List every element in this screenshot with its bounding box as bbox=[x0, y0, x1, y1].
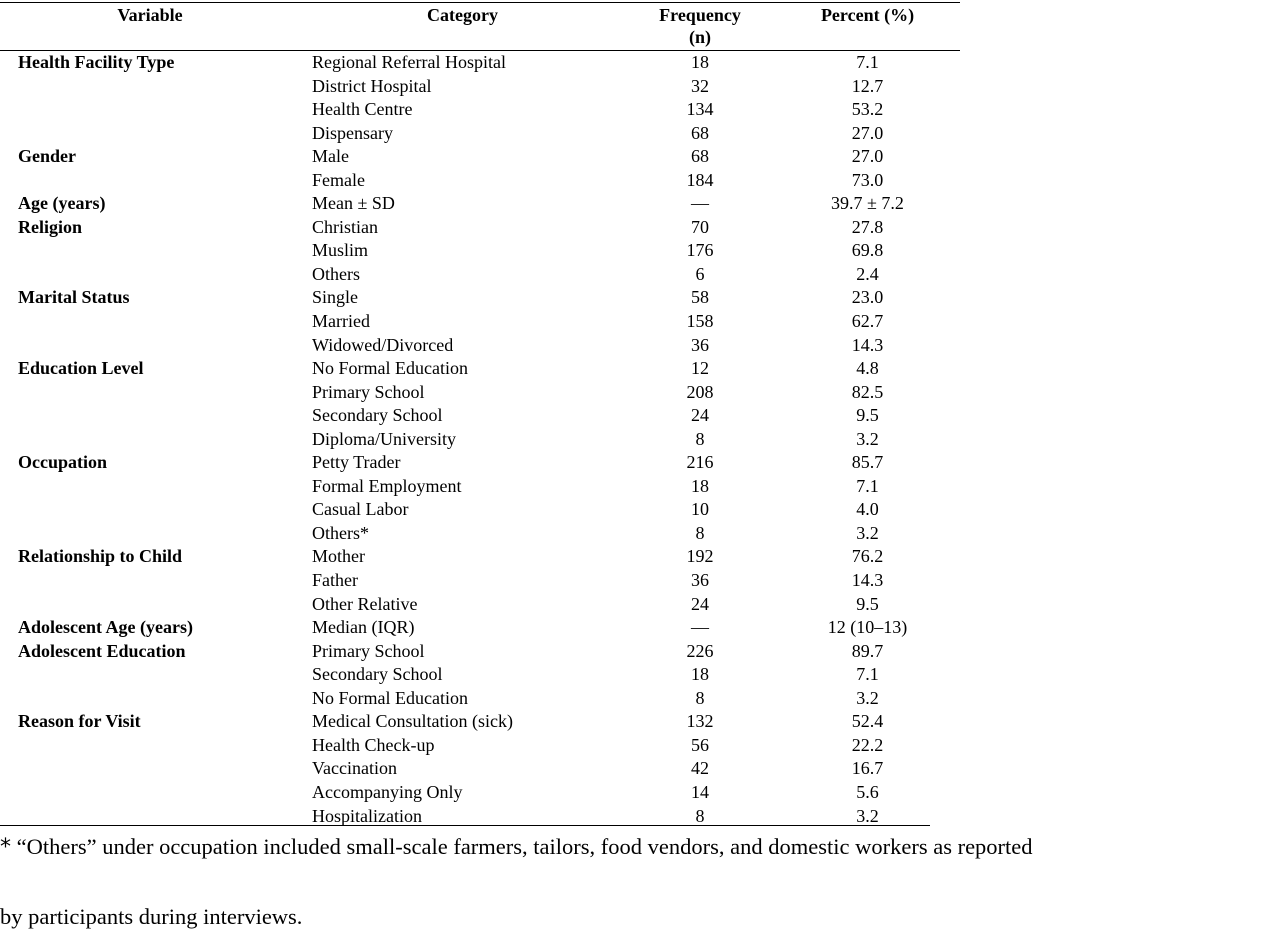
category-cell: Primary School bbox=[312, 640, 425, 661]
category-cell: Median (IQR) bbox=[312, 617, 415, 638]
frequency-cell: 68 bbox=[691, 146, 709, 167]
frequency-cell: 8 bbox=[695, 522, 705, 543]
variable-cell: Adolescent Education bbox=[18, 640, 186, 661]
table-row bbox=[0, 216, 960, 240]
category-cell: Diploma/University bbox=[312, 428, 456, 449]
table-row bbox=[0, 640, 960, 664]
percent-cell: 7.1 bbox=[856, 52, 879, 72]
variable-cell: Marital Status bbox=[18, 287, 130, 308]
footnote-line-2: by participants during interviews. bbox=[0, 904, 303, 929]
frequency-cell: 68 bbox=[691, 122, 709, 143]
percent-cell: 3.2 bbox=[856, 428, 879, 449]
variable-cell: Gender bbox=[18, 146, 76, 167]
frequency-cell: 208 bbox=[686, 381, 714, 402]
table-row bbox=[0, 710, 960, 734]
percent-cell: 5.6 bbox=[856, 781, 879, 802]
category-cell: Other Relative bbox=[312, 593, 418, 614]
frequency-cell: 184 bbox=[686, 169, 714, 190]
frequency-cell: 10 bbox=[691, 499, 709, 520]
table-row bbox=[0, 381, 960, 405]
category-cell: No Formal Education bbox=[312, 687, 468, 708]
variable-cell: Reason for Visit bbox=[18, 711, 141, 732]
percent-cell: 3.2 bbox=[856, 522, 879, 543]
percent-cell: 7.1 bbox=[856, 664, 879, 685]
category-cell: Mean ± SD bbox=[312, 193, 395, 214]
category-cell: Mother bbox=[312, 546, 365, 567]
percent-cell: 39.7 ± 7.2 bbox=[831, 193, 904, 214]
category-cell: Male bbox=[312, 146, 349, 167]
frequency-cell: — bbox=[691, 617, 709, 638]
category-cell: Formal Employment bbox=[312, 475, 462, 496]
table-row bbox=[0, 75, 960, 99]
table-row bbox=[0, 98, 960, 122]
percent-cell: 4.8 bbox=[856, 358, 879, 379]
category-cell: Muslim bbox=[312, 240, 369, 261]
table-row bbox=[0, 428, 960, 452]
frequency-cell: 56 bbox=[691, 734, 709, 755]
frequency-cell: 8 bbox=[695, 687, 705, 708]
category-cell: Female bbox=[312, 169, 365, 190]
table-bottom-rule bbox=[0, 825, 930, 826]
header-category: Category bbox=[427, 5, 498, 25]
frequency-cell: 36 bbox=[691, 334, 709, 355]
frequency-cell: 18 bbox=[691, 475, 709, 496]
table-row bbox=[0, 122, 960, 146]
frequency-cell: — bbox=[691, 193, 709, 214]
table-row bbox=[0, 239, 960, 263]
frequency-cell: 8 bbox=[695, 428, 705, 449]
percent-cell: 4.0 bbox=[856, 499, 879, 520]
table-body bbox=[0, 51, 960, 828]
category-cell: Secondary School bbox=[312, 405, 443, 426]
percent-cell: 27.0 bbox=[851, 122, 884, 143]
frequency-cell: 24 bbox=[691, 593, 709, 614]
table-row bbox=[0, 451, 960, 475]
table-row bbox=[0, 145, 960, 169]
variable-cell: Adolescent Age (years) bbox=[18, 617, 193, 638]
percent-cell: 7.1 bbox=[856, 475, 879, 496]
table-row bbox=[0, 757, 960, 781]
category-cell: Petty Trader bbox=[312, 452, 401, 473]
frequency-cell: 36 bbox=[691, 570, 709, 591]
frequency-cell: 158 bbox=[686, 311, 714, 332]
percent-cell: 3.2 bbox=[856, 805, 879, 826]
table-row bbox=[0, 475, 960, 499]
category-cell: Vaccination bbox=[312, 758, 397, 779]
category-cell: Others bbox=[312, 263, 360, 284]
frequency-cell: 42 bbox=[691, 758, 709, 779]
table-top-rule bbox=[0, 2, 960, 3]
table-row bbox=[0, 569, 960, 593]
percent-cell: 9.5 bbox=[856, 405, 879, 426]
frequency-cell: 32 bbox=[691, 75, 709, 96]
table-row bbox=[0, 616, 960, 640]
category-cell: Accompanying Only bbox=[312, 781, 463, 802]
frequency-cell: 226 bbox=[686, 640, 714, 661]
frequency-cell: 6 bbox=[695, 263, 705, 284]
category-cell: Father bbox=[312, 570, 358, 591]
category-cell: Health Centre bbox=[312, 99, 413, 120]
variable-cell: Relationship to Child bbox=[18, 546, 183, 567]
category-cell: Married bbox=[312, 311, 370, 332]
percent-cell: 76.2 bbox=[851, 546, 884, 567]
table-row bbox=[0, 545, 960, 569]
category-cell: Secondary School bbox=[312, 664, 443, 685]
variable-cell: Occupation bbox=[18, 452, 108, 473]
table-row bbox=[0, 310, 960, 334]
category-cell: Single bbox=[312, 287, 359, 308]
category-cell: No Formal Education bbox=[312, 358, 468, 379]
percent-cell: 23.0 bbox=[851, 287, 884, 308]
category-cell: Medical Consultation (sick) bbox=[312, 711, 513, 732]
percent-cell: 85.7 bbox=[851, 452, 884, 473]
percent-cell: 27.8 bbox=[851, 216, 884, 237]
category-cell: Regional Referral Hospital bbox=[312, 52, 506, 72]
footnote-line-1 bbox=[0, 830, 1033, 865]
frequency-cell: 18 bbox=[691, 52, 709, 72]
percent-cell: 22.2 bbox=[851, 734, 884, 755]
variable-cell: Health Facility Type bbox=[18, 52, 175, 72]
category-cell: Dispensary bbox=[312, 122, 393, 143]
table-row bbox=[0, 51, 960, 75]
frequency-cell: 134 bbox=[686, 99, 714, 120]
percent-cell: 89.7 bbox=[851, 640, 884, 661]
variable-cell: Religion bbox=[18, 216, 83, 237]
header-variable: Variable bbox=[117, 5, 183, 25]
table-row bbox=[0, 522, 960, 546]
header-frequency-line1: Frequency bbox=[659, 5, 741, 25]
percent-cell: 53.2 bbox=[851, 99, 884, 120]
percent-cell: 12 (10–13) bbox=[827, 617, 908, 638]
category-cell: Primary School bbox=[312, 381, 425, 402]
table-row bbox=[0, 687, 960, 711]
table-row bbox=[0, 781, 960, 805]
category-cell: Others* bbox=[312, 522, 369, 543]
percent-cell: 69.8 bbox=[851, 240, 884, 261]
category-cell: Casual Labor bbox=[312, 499, 409, 520]
percent-cell: 52.4 bbox=[851, 711, 884, 732]
frequency-cell: 132 bbox=[686, 711, 714, 732]
percent-cell: 82.5 bbox=[851, 381, 884, 402]
frequency-cell: 176 bbox=[686, 240, 714, 261]
variable-cell: Age (years) bbox=[18, 193, 106, 214]
frequency-cell: 192 bbox=[686, 546, 714, 567]
frequency-cell: 14 bbox=[691, 781, 709, 802]
header-percent: Percent (%) bbox=[820, 5, 915, 25]
frequency-cell: 8 bbox=[695, 805, 705, 826]
table-row bbox=[0, 734, 960, 758]
category-cell: Health Check-up bbox=[312, 734, 435, 755]
table-row bbox=[0, 286, 960, 310]
variable-cell: Education Level bbox=[18, 358, 144, 379]
table-row bbox=[0, 404, 960, 428]
percent-cell: 3.2 bbox=[856, 687, 879, 708]
table-row bbox=[0, 263, 960, 287]
frequency-cell: 70 bbox=[691, 216, 709, 237]
percent-cell: 14.3 bbox=[851, 334, 884, 355]
percent-cell: 73.0 bbox=[851, 169, 884, 190]
percent-cell: 27.0 bbox=[851, 146, 884, 167]
percent-cell: 12.7 bbox=[851, 75, 884, 96]
table-row bbox=[0, 663, 960, 687]
frequency-cell: 58 bbox=[691, 287, 709, 308]
percent-cell: 2.4 bbox=[856, 263, 879, 284]
table-row bbox=[0, 357, 960, 381]
table-row bbox=[0, 192, 960, 216]
percent-cell: 9.5 bbox=[856, 593, 879, 614]
category-cell: Widowed/Divorced bbox=[312, 334, 454, 355]
header-frequency-line2: (n) bbox=[689, 27, 711, 47]
category-cell: District Hospital bbox=[312, 75, 432, 96]
table-row bbox=[0, 593, 960, 617]
table-row bbox=[0, 334, 960, 358]
category-cell: Christian bbox=[312, 216, 378, 237]
frequency-cell: 24 bbox=[691, 405, 709, 426]
frequency-cell: 12 bbox=[691, 358, 709, 379]
percent-cell: 16.7 bbox=[851, 758, 884, 779]
table-row bbox=[0, 498, 960, 522]
frequency-cell: 18 bbox=[691, 664, 709, 685]
percent-cell: 62.7 bbox=[851, 311, 884, 332]
header-frequency bbox=[625, 4, 775, 48]
table-row bbox=[0, 169, 960, 193]
footnote-text-1: “Others” under occupation included small-scale farmers, tailors, food vendors, and domestic workers as reported bbox=[11, 834, 1033, 859]
footnote-marker: * bbox=[0, 835, 11, 860]
frequency-cell: 216 bbox=[686, 452, 714, 473]
category-cell: Hospitalization bbox=[312, 805, 422, 826]
percent-cell: 14.3 bbox=[851, 570, 884, 591]
